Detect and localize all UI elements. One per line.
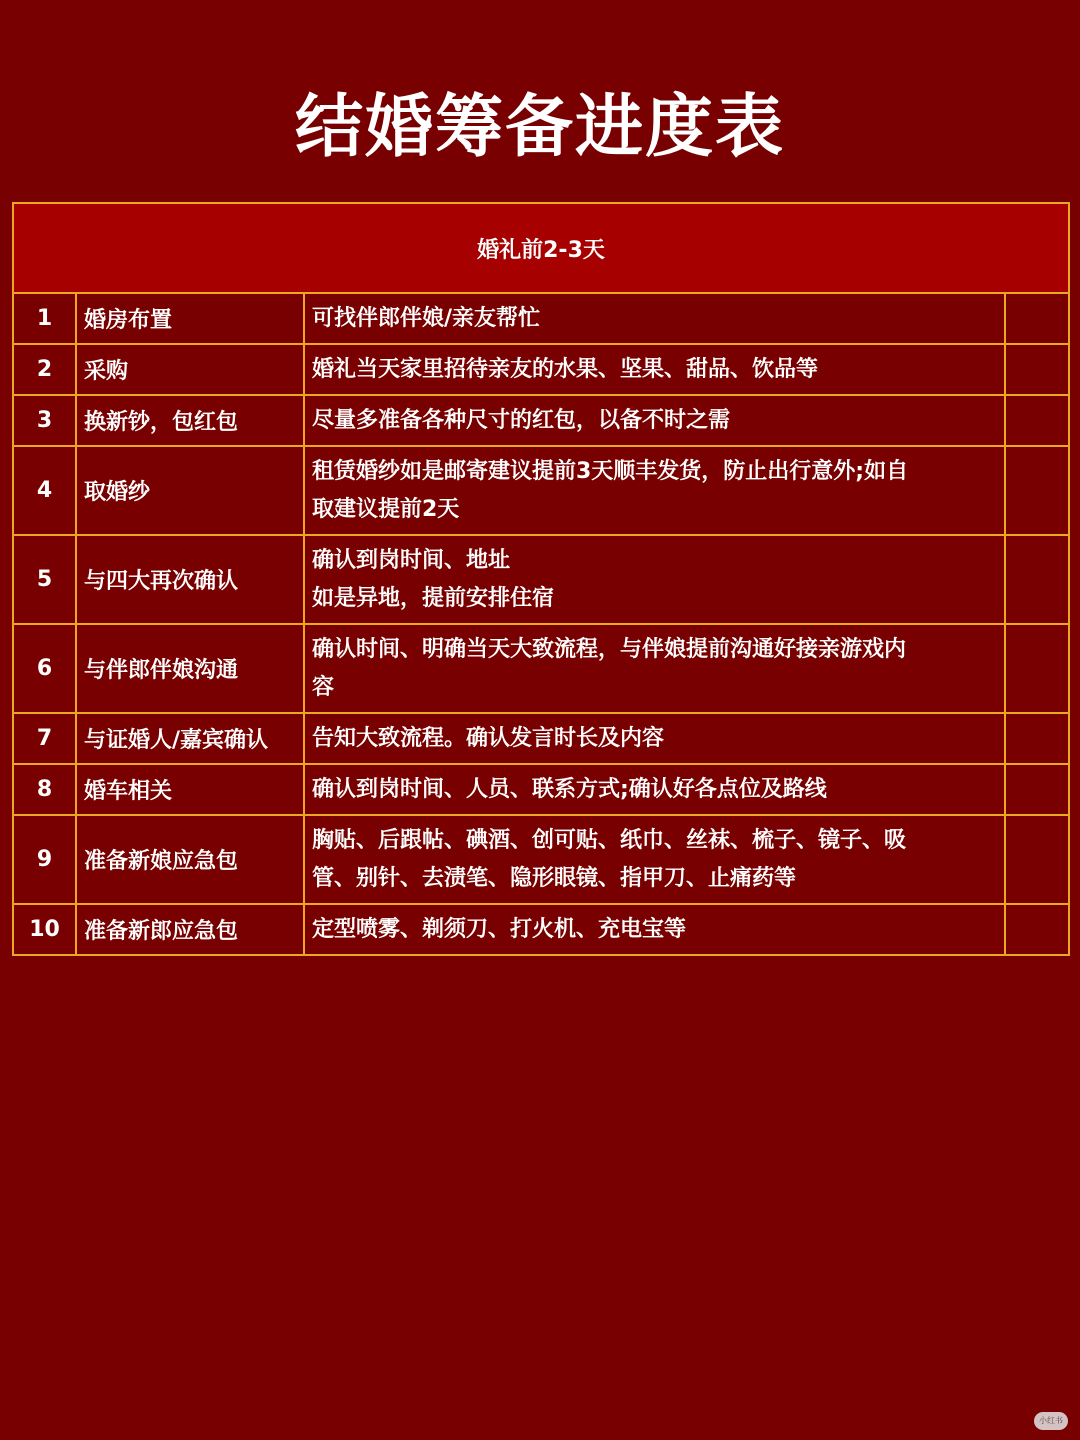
row-number: 6 [13, 624, 76, 713]
task-detail [304, 904, 1005, 955]
task-name: 与伴郎伴娘沟通 [76, 624, 304, 713]
table-row [13, 624, 1069, 713]
task-detail-line: 确认时间、明确当天大致流程，与伴娘提前沟通好接亲游戏内 [312, 636, 907, 662]
task-detail [304, 815, 1005, 904]
task-name: 婚车相关 [76, 764, 304, 815]
task-detail-line: 确认到岗时间、地址 [312, 547, 511, 573]
section-header: 婚礼前2-3天 [13, 203, 1069, 293]
task-detail-line: 如是异地，提前安排住宿 [312, 585, 555, 611]
status-cell[interactable] [1005, 815, 1069, 904]
task-detail [304, 344, 1005, 395]
page-title: 结婚筹备进度表 [294, 88, 785, 167]
task-detail-line: 胸贴、后跟帖、碘酒、创可贴、纸巾、丝袜、梳子、镜子、吸 [312, 827, 907, 853]
row-number: 5 [13, 535, 76, 624]
row-number: 7 [13, 713, 76, 764]
status-cell[interactable] [1005, 713, 1069, 764]
status-cell[interactable] [1005, 904, 1069, 955]
task-name: 与证婚人/嘉宾确认 [76, 713, 304, 764]
task-name: 准备新娘应急包 [76, 815, 304, 904]
task-detail-line: 管、别针、去渍笔、隐形眼镜、指甲刀、止痛药等 [312, 865, 797, 891]
table-row [13, 446, 1069, 535]
row-number: 2 [13, 344, 76, 395]
row-number: 10 [13, 904, 76, 955]
status-cell[interactable] [1005, 293, 1069, 344]
task-detail [304, 764, 1005, 815]
task-detail-line: 确认到岗时间、人员、联系方式;确认好各点位及路线 [312, 776, 827, 802]
table-row [13, 713, 1069, 764]
task-detail-line: 定型喷雾、剃须刀、打火机、充电宝等 [312, 916, 687, 942]
status-cell[interactable] [1005, 395, 1069, 446]
status-cell[interactable] [1005, 764, 1069, 815]
status-cell[interactable] [1005, 446, 1069, 535]
schedule-table [12, 202, 1070, 956]
table-row [13, 293, 1069, 344]
row-number: 3 [13, 395, 76, 446]
task-detail-line: 可找伴郎伴娘/亲友帮忙 [312, 305, 541, 331]
table-row [13, 344, 1069, 395]
status-cell[interactable] [1005, 624, 1069, 713]
task-detail-line: 告知大致流程。确认发言时长及内容 [312, 725, 665, 751]
task-detail [304, 535, 1005, 624]
table-row [13, 764, 1069, 815]
row-number: 1 [13, 293, 76, 344]
task-name: 取婚纱 [76, 446, 304, 535]
task-name: 准备新郎应急包 [76, 904, 304, 955]
table-body [13, 293, 1069, 955]
task-name: 婚房布置 [76, 293, 304, 344]
row-number: 9 [13, 815, 76, 904]
task-name: 与四大再次确认 [76, 535, 304, 624]
task-detail-line: 租赁婚纱如是邮寄建议提前3天顺丰发货，防止出行意外;如自 [312, 458, 909, 484]
task-name: 换新钞，包红包 [76, 395, 304, 446]
task-detail [304, 446, 1005, 535]
table-row [13, 904, 1069, 955]
table-row [13, 395, 1069, 446]
row-number: 4 [13, 446, 76, 535]
task-detail-line: 婚礼当天家里招待亲友的水果、坚果、甜品、饮品等 [312, 356, 819, 382]
status-cell[interactable] [1005, 535, 1069, 624]
table-row [13, 815, 1069, 904]
task-name: 采购 [76, 344, 304, 395]
task-detail [304, 624, 1005, 713]
task-detail [304, 713, 1005, 764]
status-cell[interactable] [1005, 344, 1069, 395]
watermark-logo: 小红书 [1034, 1412, 1068, 1430]
task-detail-line: 容 [312, 674, 335, 700]
task-detail-line: 尽量多准备各种尺寸的红包，以备不时之需 [312, 407, 731, 433]
task-detail [304, 395, 1005, 446]
table-row [13, 535, 1069, 624]
task-detail-line: 取建议提前2天 [312, 496, 460, 522]
row-number: 8 [13, 764, 76, 815]
task-detail [304, 293, 1005, 344]
